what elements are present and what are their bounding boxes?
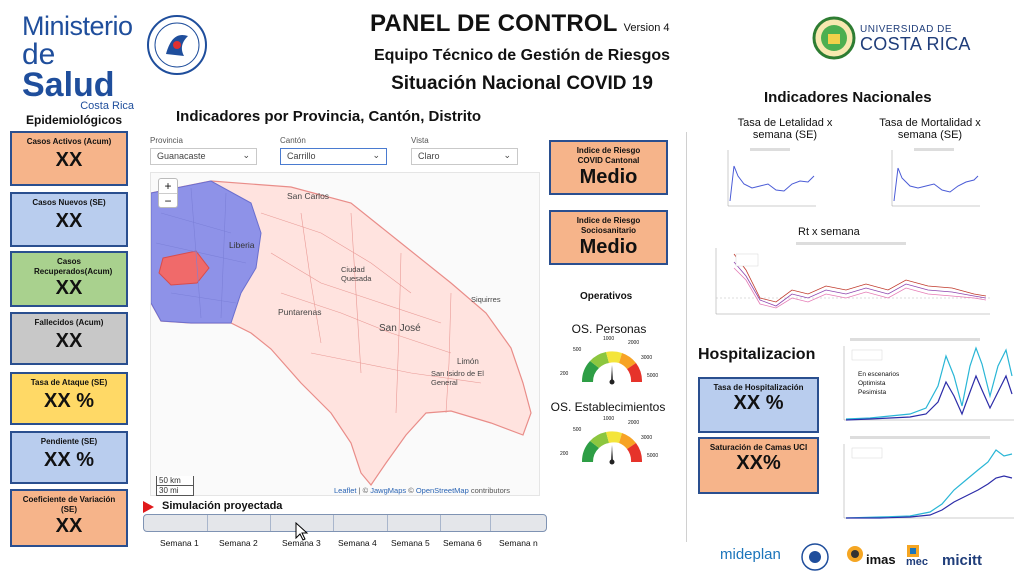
ministerio-salud-logo: Ministerio de Salud Costa Rica bbox=[22, 11, 134, 112]
map-place-label: San Isidro de El General bbox=[431, 369, 484, 387]
timeline-divider bbox=[440, 515, 441, 531]
dashboard-subtitle-team: Equipo Técnico de Gestión de Riesgos bbox=[373, 47, 671, 64]
week-label[interactable]: Semana 5 bbox=[391, 538, 430, 548]
filter-provincia-label: Provincia bbox=[150, 136, 183, 145]
costa-rica-map[interactable] bbox=[150, 172, 540, 496]
chevron-down-icon: ⌄ bbox=[372, 150, 380, 160]
timeline-divider bbox=[387, 515, 388, 531]
jawgmaps-link[interactable]: JawgMaps bbox=[370, 486, 407, 495]
map-zoom-control bbox=[158, 178, 178, 208]
mec-logo: mec bbox=[906, 556, 929, 568]
gauge-tick: 2000 bbox=[628, 420, 640, 426]
gauge-tick: 3000 bbox=[641, 355, 653, 361]
epidemiologicos-title: Epidemiológicos bbox=[26, 113, 123, 127]
kpi-tasa-ataque[interactable]: Tasa de Ataque (SE) XX % bbox=[10, 372, 128, 425]
rt-chart bbox=[706, 240, 996, 324]
imas-logo: imas bbox=[866, 552, 896, 567]
timeline-divider bbox=[207, 515, 208, 531]
seal-icon bbox=[800, 542, 830, 572]
map-place-label: Ciudad Quesada bbox=[341, 265, 372, 283]
map-place-label: Limón bbox=[457, 357, 479, 366]
kpi-casos-activos[interactable]: Casos Activos (Acum) XX bbox=[10, 131, 128, 186]
ministerio-salud-seal-icon bbox=[146, 14, 208, 76]
letalidad-chart bbox=[720, 146, 820, 216]
week-label[interactable]: Semana 3 bbox=[282, 538, 321, 548]
indice-riesgo-sociosanitario[interactable]: Indice de Riesgo Sociosanitario Medio bbox=[549, 210, 668, 265]
gauge-tick: 500 bbox=[573, 427, 582, 433]
zoom-in-button[interactable]: + bbox=[159, 179, 177, 194]
gauge-tick: 1000 bbox=[603, 416, 615, 422]
kpi-saturacion-uci[interactable]: Saturación de Camas UCI XX% bbox=[698, 437, 819, 494]
map-place-label: Liberia bbox=[229, 240, 255, 250]
mideplan-logo: mideplan bbox=[720, 546, 781, 563]
hospitalizacion-title: Hospitalizacion bbox=[698, 346, 816, 363]
letalidad-title: Tasa de Letalidad x semana (SE) bbox=[737, 117, 833, 141]
gauge-tick: 2000 bbox=[628, 340, 640, 346]
indice-riesgo-cantonal[interactable]: Indice de Riesgo COVID Cantonal Medio bbox=[549, 140, 668, 195]
imas-icon bbox=[846, 544, 864, 564]
gauge-tick: 200 bbox=[560, 451, 569, 457]
kpi-pendiente[interactable]: Pendiente (SE) XX % bbox=[10, 431, 128, 484]
kpi-fallecidos[interactable]: Fallecidos (Acum) XX bbox=[10, 312, 128, 365]
escenarios-legend: En escenarios Optimista Pesimista bbox=[858, 371, 900, 396]
ucr-seal-icon bbox=[812, 16, 856, 60]
micitt-logo: micitt bbox=[942, 552, 983, 569]
chevron-down-icon: ⌄ bbox=[242, 150, 250, 160]
gauge-title-establecimientos: OS. Establecimientos bbox=[550, 400, 666, 414]
chevron-down-icon: ⌄ bbox=[503, 150, 511, 160]
indicadores-nacionales-title: Indicadores Nacionales bbox=[764, 89, 932, 106]
zoom-out-button[interactable]: − bbox=[164, 194, 172, 208]
map-scale: 50 km 30 mi bbox=[156, 476, 194, 496]
osm-link[interactable]: OpenStreetMap bbox=[415, 486, 469, 495]
leaflet-link[interactable]: Leaflet bbox=[334, 486, 357, 495]
simulation-timeline[interactable] bbox=[143, 514, 547, 532]
timeline-divider bbox=[333, 515, 334, 531]
timeline-divider bbox=[490, 515, 491, 531]
gauge-tick: 5000 bbox=[647, 373, 659, 379]
filter-canton-label: Cantón bbox=[280, 136, 306, 145]
map-canvas bbox=[151, 173, 540, 496]
week-label[interactable]: Semana n bbox=[499, 538, 538, 548]
provincia-section-title: Indicadores por Provincia, Cantón, Distrito bbox=[176, 108, 482, 125]
ucr-logo-text: UNIVERSIDAD DE COSTA RICA bbox=[860, 24, 971, 54]
rt-title: Rt x semana bbox=[798, 226, 860, 238]
map-place-label: Puntarenas bbox=[278, 307, 322, 317]
week-label[interactable]: Semana 2 bbox=[219, 538, 258, 548]
gauge-title-personas: OS. Personas bbox=[571, 322, 647, 336]
kpi-tasa-hospitalizacion[interactable]: Tasa de Hospitalización XX % bbox=[698, 377, 819, 433]
timeline-divider bbox=[270, 515, 271, 531]
provincia-select[interactable]: Guanacaste ⌄ bbox=[150, 148, 257, 165]
kpi-casos-nuevos[interactable]: Casos Nuevos (SE) XX bbox=[10, 192, 128, 247]
gauge-tick: 5000 bbox=[647, 453, 659, 459]
map-place-label: Siquirres bbox=[471, 295, 501, 304]
dashboard-title: PANEL DE CONTROL Version 4 bbox=[370, 10, 670, 37]
kpi-coeficiente-variacion[interactable]: Coeficiente de Variación (SE) XX bbox=[10, 489, 128, 547]
mortalidad-title: Tasa de Mortalidad x semana (SE) bbox=[879, 117, 981, 141]
map-place-label: San José bbox=[379, 323, 421, 334]
canton-select[interactable]: Carrillo ⌄ bbox=[280, 148, 387, 165]
flag-icon bbox=[143, 501, 154, 513]
gauge-tick: 1000 bbox=[603, 336, 615, 342]
week-label[interactable]: Semana 4 bbox=[338, 538, 377, 548]
gauge-tick: 3000 bbox=[641, 435, 653, 441]
week-label[interactable]: Semana 1 bbox=[160, 538, 199, 548]
uci-projection-chart bbox=[830, 434, 1018, 530]
week-label[interactable]: Semana 6 bbox=[443, 538, 482, 548]
map-place-label: San Carlos bbox=[287, 191, 330, 201]
map-attribution: Leaflet | © JawgMaps © OpenStreetMap contributors bbox=[334, 486, 511, 495]
simulacion-title: Simulación proyectada bbox=[162, 500, 283, 512]
gauge-tick: 200 bbox=[560, 371, 569, 377]
mortalidad-chart bbox=[884, 146, 984, 216]
dashboard-subtitle-situation: Situación Nacional COVID 19 bbox=[391, 73, 653, 94]
vertical-divider bbox=[686, 132, 687, 542]
vista-select[interactable]: Claro ⌄ bbox=[411, 148, 518, 165]
kpi-casos-recuperados[interactable]: Casos Recuperados(Acum) XX bbox=[10, 251, 128, 307]
operativos-title: Operativos bbox=[580, 291, 633, 302]
filter-vista-label: Vista bbox=[411, 136, 429, 145]
gauge-tick: 500 bbox=[573, 347, 582, 353]
